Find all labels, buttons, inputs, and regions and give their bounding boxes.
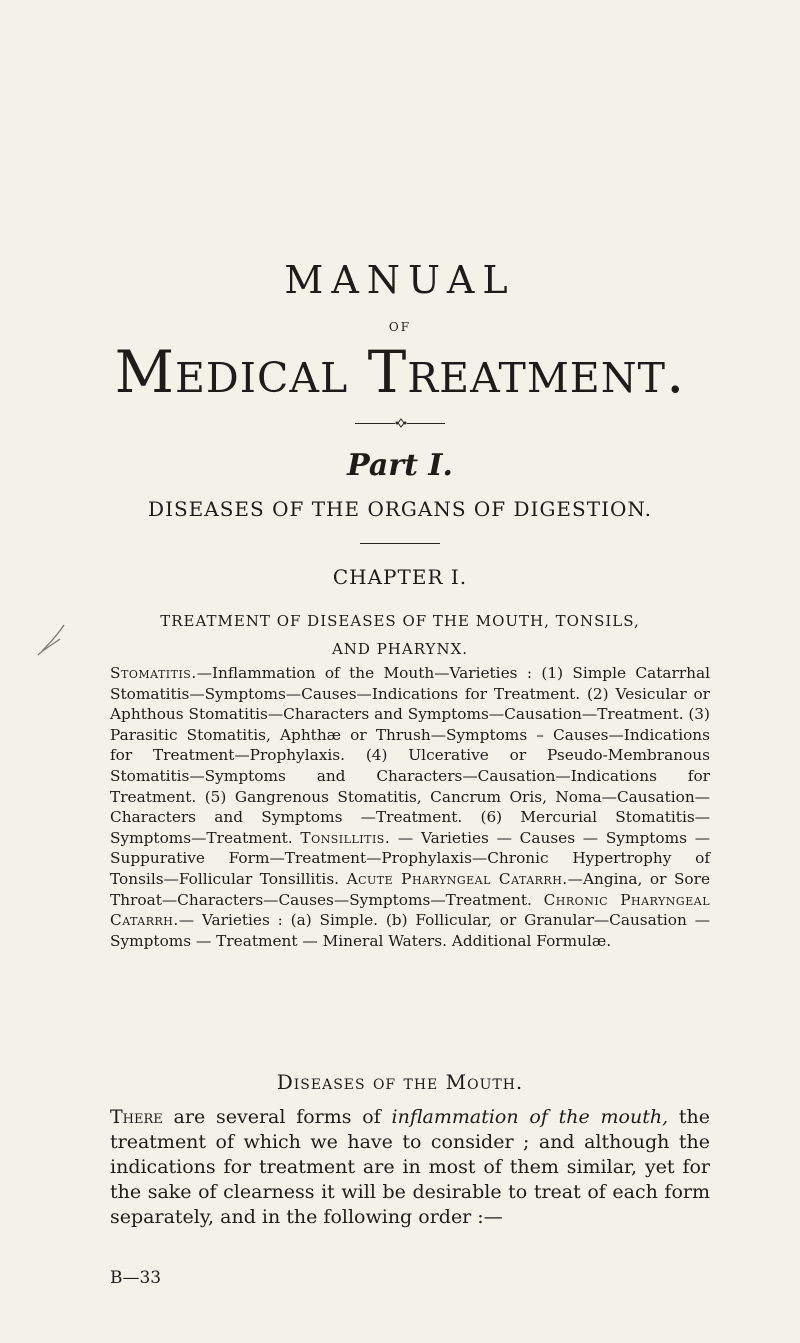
summary-lead-acute-catarrh: Acute Pharyngeal Catarrh. (346, 869, 568, 888)
chapter-heading: CHAPTER I. (332, 565, 468, 589)
title-medical-treatment: Medical Treatment. (114, 338, 686, 406)
body-paragraph (110, 1105, 710, 1230)
signature-mark: B—33 (110, 1268, 162, 1288)
section-heading: Diseases of the Mouth. (276, 1070, 524, 1094)
pencil-mark-icon (30, 615, 70, 660)
summary-text-stomatitis: —Inflammation of the Mouth—Varieties : (1) Simple Catarrhal Stomatitis—Symptoms—Causes—Indications for Treatment. (2) Vesicular or Aphthous Stomatitis—Characters and Symptoms—Causation—Treatment. (3) Parasitic Stomatitis, Aphthæ or Thrush—Symptoms – Causes—Indications for Treatment—Prophylaxis. (4) Ulcerative or Pseudo-Membranous Stomatitis—Symptoms and Characters—Causation—Indications for Treatment. (5) Gangrenous Stomatitis, Cancrum Oris, Noma—Causation—Characters and Symptoms —Treatment. (6) Mercurial Stomatitis—Symptoms—Treatment. (110, 664, 710, 847)
body-lead-word: There (110, 1106, 163, 1128)
summary-lead-chronic-catarrh: Chronic Pharyngeal Catarrh. (110, 890, 710, 930)
chapter-subtitle-line2: AND PHARYNX. (331, 640, 469, 658)
summary-text-chronic-catarrh: — Varieties : (a) Simple. (b) Follicular, or Granular—Causation — Symptoms — Treatment — Mineral Waters. Additional Formulæ. (110, 911, 710, 950)
ornament-divider (0, 415, 800, 429)
divider-rule (360, 543, 440, 544)
diamond-icon (395, 418, 407, 428)
part-title: DISEASES OF THE ORGANS OF DIGESTION. (148, 497, 652, 521)
summary-lead-tonsillitis: Tonsillitis. (300, 828, 391, 847)
body-text-1: are several forms of (162, 1106, 392, 1128)
title-manual: MANUAL (284, 258, 516, 302)
summary-text-tonsillitis: — Varieties — Causes — Symptoms — Suppurative Form—Treatment—Prophylaxis—Chronic Hypertrophy of Tonsils—Follicular Tonsillitis. (110, 828, 710, 888)
chapter-summary (110, 663, 710, 951)
title-of: OF (388, 320, 412, 334)
summary-lead-stomatitis: Stomatitis. (110, 664, 197, 682)
summary-paragraph (110, 663, 710, 951)
chapter-subtitle-line1: TREATMENT OF DISEASES OF THE MOUTH, TONSILS, (160, 612, 640, 630)
summary-text-acute-catarrh: —Angina, or Sore Throat—Characters—Causes—Symptoms—Treatment. (110, 869, 710, 909)
body-text-2: the treatment of which we have to consider ; and although the indications for treatment are in most of them similar, yet for the sake of clearness it will be desirable to treat of each form separately, and in the following order :— (110, 1106, 711, 1228)
body-emphasis: inflammation of the mouth, (391, 1106, 669, 1128)
part-label: Part I. (347, 448, 453, 483)
